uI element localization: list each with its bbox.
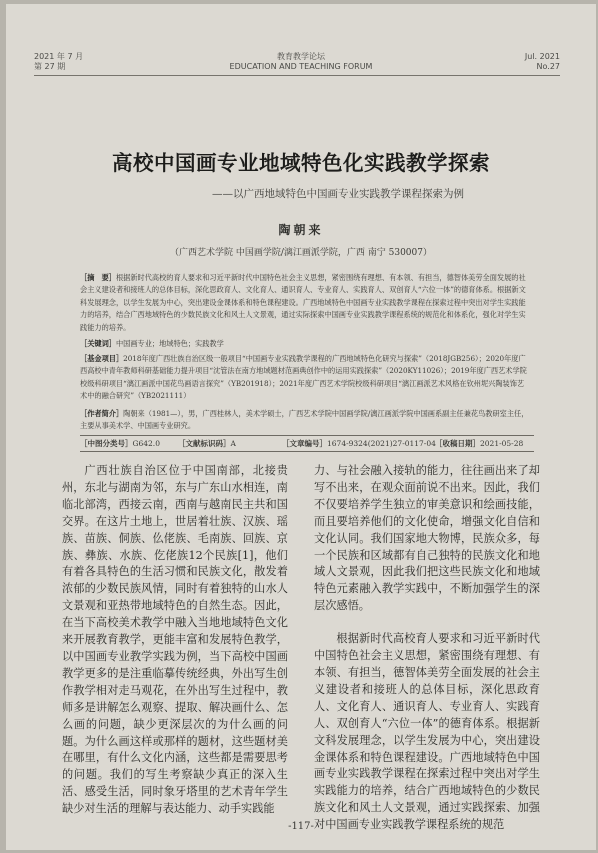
doc-code-value: A [230,439,236,448]
article-no-value: 1674-9324(2021)27-0117-04 [327,439,436,448]
clc-value: G642.0 [132,439,160,448]
running-header-center [206,52,396,72]
fund-text: 2018年度广西壮族自治区级一般项目“中国画专业实践教学课程的广西地域特色化研究与探索”（2018JGB256）；2020年度广西高校中青年教师科研基础能力提升项目“沈管法在南方地域题材范画典创作中的运用实践探索”（2020KY11026）；2019年度广西艺术学院校级科研项目“漓江画派中国花鸟画语言探究”（YB201918）；2021年度广西艺术学院校级科研项目“漓江画派艺术风格在钦州坭兴陶装饰艺术中的融合研究”（YB2021111） [80,354,527,401]
article-no-label: ［文章编号］ [282,439,327,448]
issue-number-en: No.27 [536,62,560,71]
issue-number: 第 27 期 [34,62,66,71]
author-bio-block [80,408,530,433]
received-date-label: ［收稿日期］ [435,439,480,448]
journal-name-cn: 教育教学论坛 [277,52,325,61]
running-header-left [34,52,83,72]
abstract-text: 根据新时代高校的育人要求和习近平新时代中国特色社会主义思想，紧密围绕有理想、有本领、有担当，德智体美劳全面发展的社会主义建设者和接班人的总体目标，深化思政育人、文化育人、通识育人、专业育人、实践育人、双创育人“六位一体”的德育体系。根据新文科发展理念，以学生发展为中心，突出建设金课体系和特色课程建设。广西地域特色中国画专业实践教学课程在探索过程中突出对学生实践能力的培养，结合广西地域特色的少数民族文化和风土人文景观，通过实际探索中国画专业实践教学课程系统的规范化和体系化，强化对学生实践能力的培养。 [80,273,526,332]
keywords-block [80,338,530,350]
journal-page [6,4,596,850]
running-header-right [525,52,560,72]
body-paragraph: 广西壮族自治区位于中国南部，北接贵州，东北与湖南为邻，东与广东山水相连，南临北部湾，西接云南，西南与越南民主共和国交界。在这片土地上，世居着壮族、汉族、瑶族、苗族、侗族、仫佬族、毛南族、回族、京族、彝族、水族、仡佬族12个民族[1]，他们有着各具特色的生活习惯和民族文化，散发着浓郁的少数民族风情，同时有着独特的山水人文景观和亚热带地域特色的自然生态。因此，在当下高校美术教学中融入当地地域特色文化来开展教育教学，更能丰富和发展特色教学，以中国画专业教学实践为例，当下高校中国画教学更多的是注重临摹传统经典，外出写生创作教学相对走马观花，在外出写生过程中，教师多是讲解怎么观察、提取、解决画什么、怎么画的问题，缺少更深层次的为什么画的问题。为什么画这样或那样的题材，这些题材美在哪里，有什么文化内涵，这些都是需要思考的问题。我们的写生考察缺少真正的深入生活、感受生活，同时象牙塔里的艺术青年学生缺少对生活的理解与表达能力、动手实践能 [62,464,288,816]
issue-date-en: Jul. 2021 [524,52,560,61]
author-bio-text: 陶朝来（1981—），男，广西桂林人，美术学硕士，广西艺术学院中国画学院/漓江画派学院中国画系副主任兼花鸟教研室主任，主要从事美术学、中国画专业研究。 [80,409,529,431]
article-no-item [282,436,436,451]
clc-item [80,436,160,451]
classification-bar [80,435,534,452]
abstract-block [80,272,530,334]
fund-label: ［基金项目］ [80,354,124,363]
fund-block [80,353,530,403]
author-bio-label: ［作者简介］ [80,409,124,418]
abstract-label: ［摘 要］ [80,273,116,282]
author-name: 陶朝来 [278,223,324,237]
received-date-item [435,436,523,451]
body-paragraph: 力、与社会融入接轨的能力，往往画出来了却写不出来，在观众面前说不出来。因此，我们不仅要培养学生独立的审美意识和绘画技能，而且要培养他们的文化使命，增强文化自信和文化认同。我们国家地大物博，民族众多，每一个民族和区域都有自己独特的民族文化和地域人文景观，因此我们把这些民族文化和地域特色元素融入教学实践中，不断加强学生的深层次感悟。 [314,464,540,613]
body-column-right [314,463,540,834]
article-title: 高校中国画专业地域特色化实践教学探索 [112,151,490,175]
article-subtitle: ——以广西地域特色中国画专业实践教学课程探索为例 [212,188,464,200]
issue-date: 2021 年 7 月 [34,52,84,61]
keywords-label: ［关键词］ [80,339,116,348]
header-rule [34,75,560,76]
doc-code-item [178,436,236,451]
received-date-value: 2021-05-28 [480,439,524,448]
body-column-left [62,463,288,818]
page-number: -117- [288,821,314,832]
journal-name-en: EDUCATION AND TEACHING FORUM [229,62,373,71]
keywords-text: 中国画专业；地域特色；实践教学 [115,339,224,348]
author-affiliation: （广西艺术学院 中国画学院/漓江画派学院，广西 南宁 530007） [170,248,432,258]
clc-label: ［中图分类号］ [80,439,133,448]
doc-code-label: ［文献标识码］ [178,439,231,448]
body-paragraph: 根据新时代高校育人要求和习近平新时代中国特色社会主义思想，紧密围绕有理想、有本领、有担当，德智体美劳全面发展的社会主义建设者和接班人的总体目标，深化思政育人、文化育人、通识育人、专业育人、实践育人、双创育人“六位一体”的德育体系。根据新文科发展理念，以学生发展为中心，突出建设金课体系和特色课程建设。广西地域特色中国画专业实践教学课程在探索过程中突出对学生实践能力的培养，结合广西地域特色的少数民族文化和风土人文景观，通过实践探索、加强对中国画专业实践教学课程系统的规范 [314,632,540,832]
